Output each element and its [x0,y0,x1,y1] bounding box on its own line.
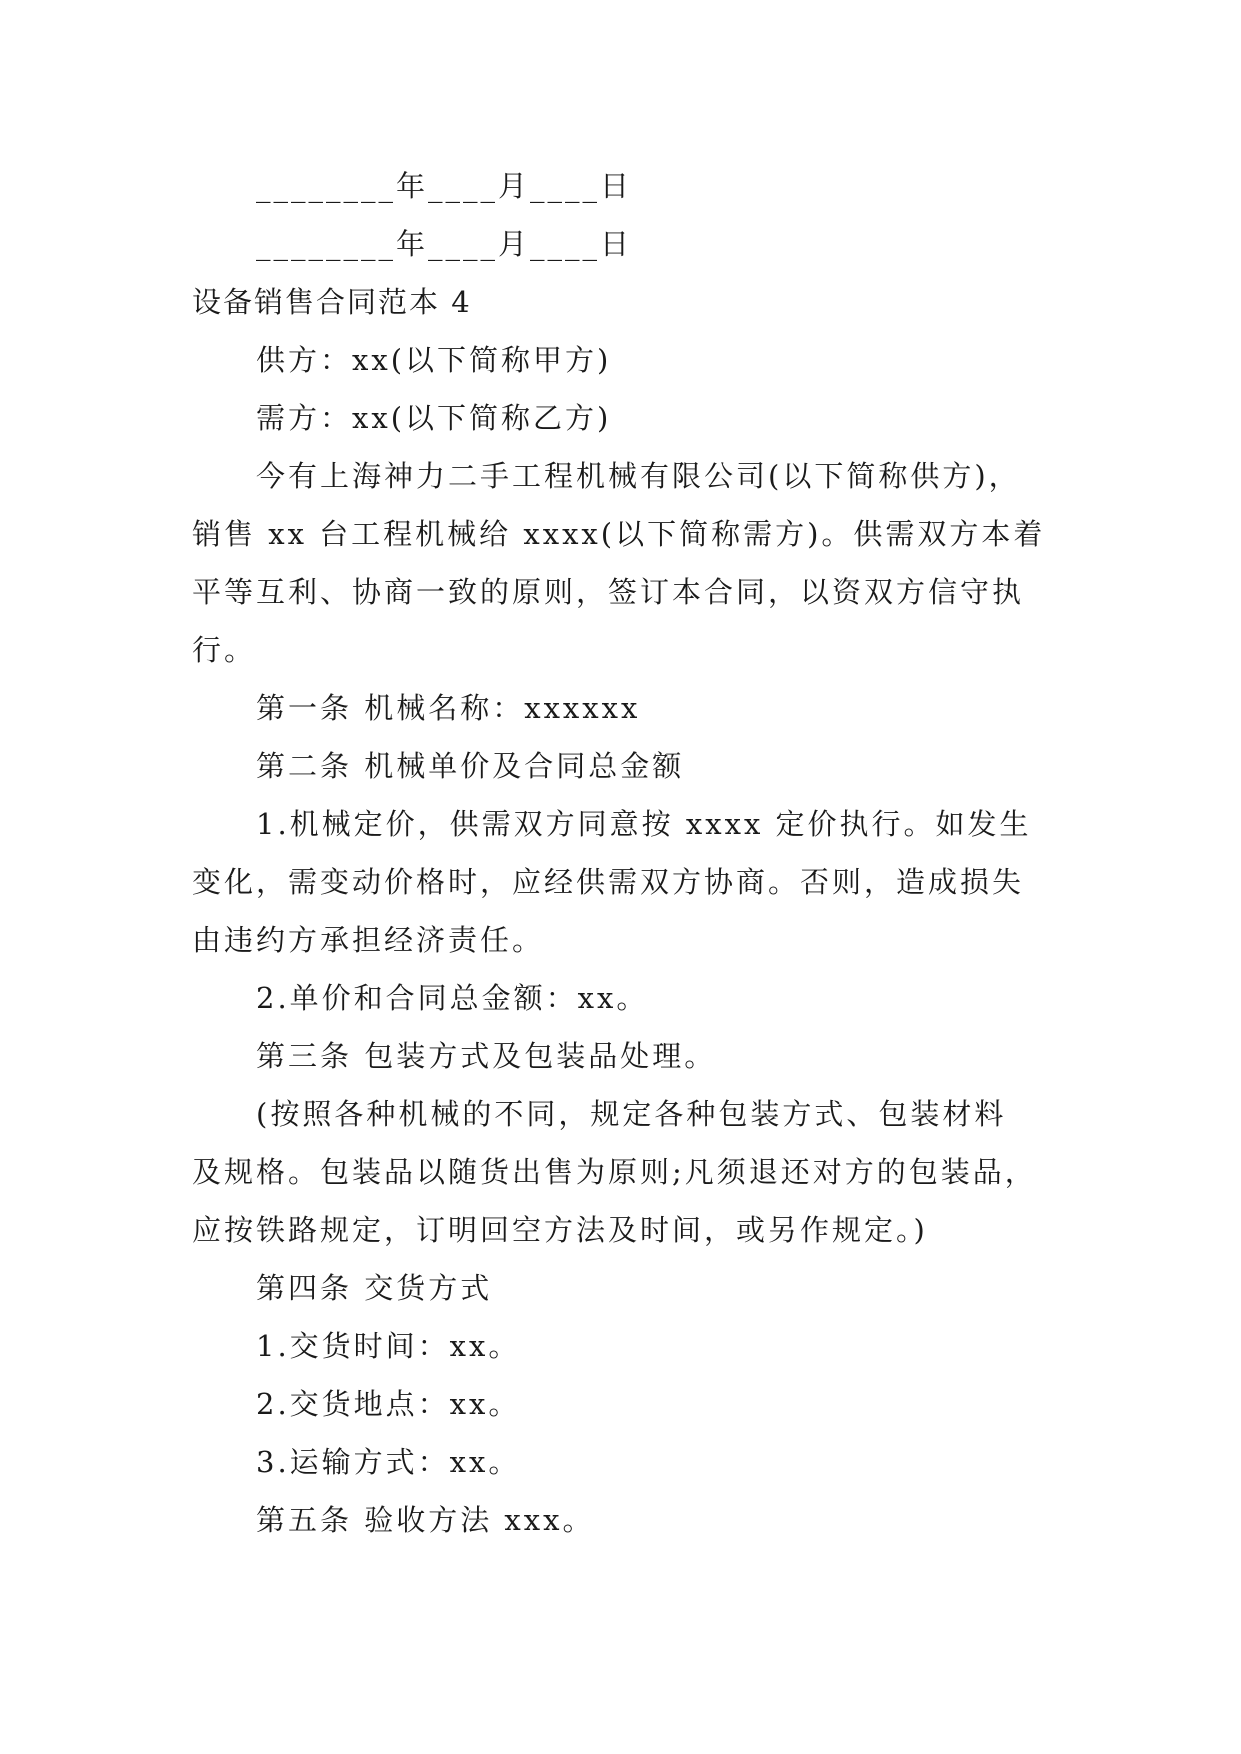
article-4: 第四条 交货方式 [256,1271,493,1305]
article-3-body-line-1: (按照各种机械的不同，规定各种包装方式、包装材料 [256,1097,1007,1131]
intro-line-1: 今有上海神力二手工程机械有限公司(以下简称供方)， [256,459,1021,493]
article-3: 第三条 包装方式及包装品处理。 [256,1039,717,1073]
intro-line-2: 销售 xx 台工程机械给 xxxx(以下简称需方)。供需双方本着 [192,517,1046,551]
article-3-body-line-3: 应按铁路规定，订明回空方法及时间，或另作规定。) [192,1213,928,1247]
intro-line-3: 平等互利、协商一致的原则，签订本合同，以资双方信守执 [192,575,1025,609]
article-2-item-1-line-2: 变化，需变动价格时，应经供需双方协商。否则，造成损失 [192,865,1025,899]
intro-line-4: 行。 [192,633,257,667]
article-4-item-3: 3.运输方式：xx。 [256,1445,521,1479]
article-4-item-2: 2.交货地点：xx。 [256,1387,521,1421]
date-line-2: ________年____月____日 [256,227,633,261]
supplier-line: 供方：xx(以下简称甲方) [256,343,612,377]
article-1: 第一条 机械名称：xxxxxx [256,691,641,725]
article-2-item-1-line-3: 由违约方承担经济责任。 [192,923,545,957]
section-title: 设备销售合同范本 4 [192,285,472,319]
article-2: 第二条 机械单价及合同总金额 [256,749,685,783]
article-4-item-1: 1.交货时间：xx。 [256,1329,521,1363]
date-line-1: ________年____月____日 [256,169,633,203]
article-5: 第五条 验收方法 xxx。 [256,1503,595,1537]
article-3-body-line-2: 及规格。包装品以随货出售为原则;凡须退还对方的包装品， [192,1155,1037,1189]
buyer-line: 需方：xx(以下简称乙方) [256,401,612,435]
article-2-item-2: 2.单价和合同总金额：xx。 [256,981,649,1015]
article-2-item-1-line-1: 1.机械定价，供需双方同意按 xxxx 定价执行。如发生 [256,807,1032,841]
